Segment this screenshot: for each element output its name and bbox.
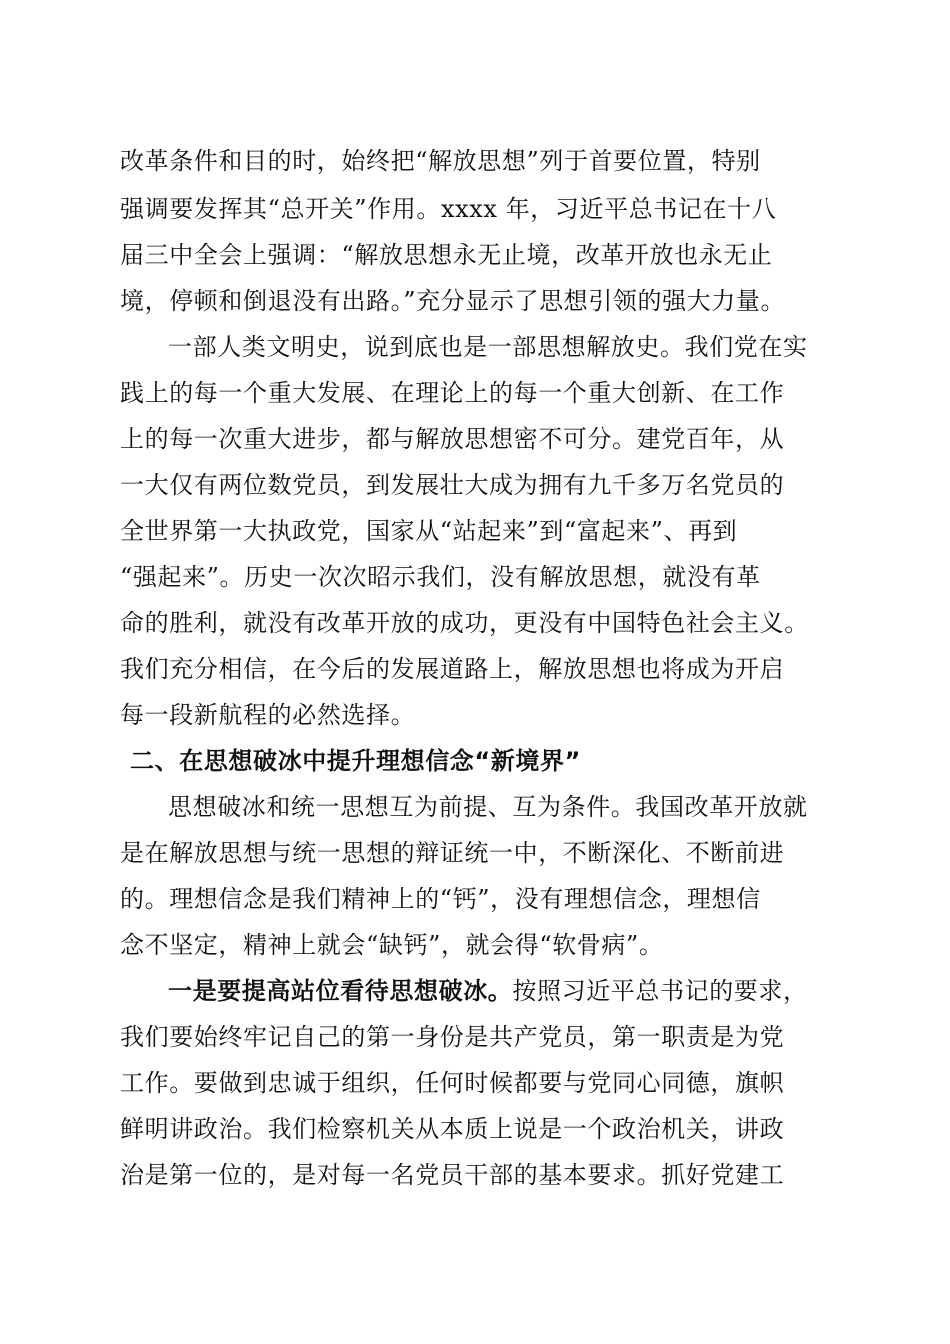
text-line: 一大仅有两位数党员，到发展壮大成为拥有九千多万名党员的	[120, 471, 785, 499]
text-line: 践上的每一个重大发展、在理论上的每一个重大创新、在工作	[120, 379, 785, 407]
text-line: 上的每一次重大进步，都与解放思想密不可分。建党百年，从	[120, 425, 785, 453]
text-line: 鲜明讲政治。我们检察机关从本质上说是一个政治机关，讲政	[120, 1115, 785, 1143]
text-line: 全世界第一大执政党，国家从“站起来”到“富起来”、再到	[120, 517, 738, 545]
text-line: 我们要始终牢记自己的第一身份是共产党员，第一职责是为党	[120, 1023, 785, 1051]
text-line: “强起来”。历史一次次昭示我们，没有解放思想，就没有革	[120, 563, 761, 591]
text-line: 届三中全会上强调：“解放思想永无止境，改革开放也永无止	[120, 241, 773, 269]
text-line: 念不坚定，精神上就会“缺钙”，就会得“软骨病”。	[120, 931, 664, 959]
text-line: 每一段新航程的必然选择。	[120, 701, 416, 729]
text-line: 是在解放思想与统一思想的辩证统一中，不断深化、不断前进	[120, 839, 785, 867]
text-line: 工作。要做到忠诚于组织，任何时候都要与党同心同德，旗帜	[120, 1069, 785, 1097]
paragraph-lead-rest: 按照习近平总书记的要求，	[512, 977, 808, 1005]
text-line: 强调要发挥其“总开关”作用。xxxx 年，习近平总书记在十八	[120, 195, 777, 223]
text-line: 一部人类文明史，说到底也是一部思想解放史。我们党在实	[168, 333, 808, 361]
text-line: 的。理想信念是我们精神上的“钙”，没有理想信念，理想信	[120, 885, 761, 913]
paragraph-lead: 一是要提高站位看待思想破冰。	[168, 977, 513, 1005]
text-line: 改革条件和目的时，始终把“解放思想”列于首要位置，特别	[120, 147, 761, 175]
text-line	[168, 976, 832, 1006]
text-line: 境，停顿和倒退没有出路。”充分显示了思想引领的强大力量。	[120, 287, 786, 315]
text-line: 思想破冰和统一思想互为前提、互为条件。我国改革开放就	[168, 793, 808, 821]
section-heading: 二、在思想破冰中提升理想信念“新境界”	[130, 747, 581, 775]
text-line: 命的胜利，就没有改革开放的成功，更没有中国特色社会主义。	[120, 609, 809, 637]
text-line: 我们充分相信，在今后的发展道路上，解放思想也将成为开启	[120, 655, 785, 683]
text-line: 治是第一位的，是对每一名党员干部的基本要求。抓好党建工	[120, 1161, 785, 1189]
